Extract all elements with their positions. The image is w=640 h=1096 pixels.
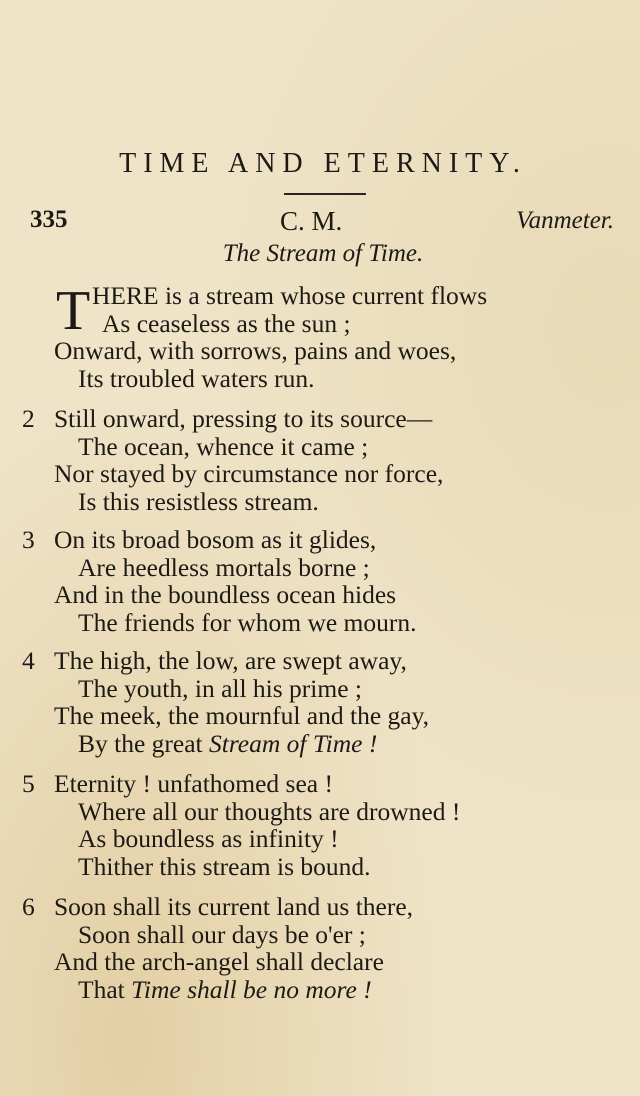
- stanza-line-text: On its broad bosom as it glides,: [54, 525, 377, 554]
- stanza-number: 2: [22, 404, 35, 433]
- stanza-line: And in the boundless ocean hides: [54, 580, 397, 609]
- stanza-line: And the arch-angel shall declare: [54, 947, 384, 976]
- stanza-line: [22, 405, 622, 433]
- stanza-line-text: That: [78, 974, 132, 1004]
- stanza-line: As boundless as infinity !: [78, 824, 339, 853]
- stanza-line-text: The high, the low, are swept away,: [54, 646, 407, 675]
- stanza-line-italic: Time shall be no more !: [131, 974, 372, 1004]
- stanza-6: [22, 893, 622, 1003]
- stanza-line-text: Soon shall its current land us there,: [54, 892, 414, 921]
- stanza-5: [22, 770, 622, 880]
- stanza-line: [22, 976, 622, 1004]
- stanza-number: 5: [22, 769, 35, 798]
- stanza-line: [22, 647, 622, 675]
- stanza-line: [22, 730, 622, 758]
- stanza-line: Where all our thoughts are drowned !: [78, 796, 461, 826]
- title-rule: [284, 193, 366, 195]
- stanza-line-text: Still onward, pressing to its source—: [54, 404, 433, 433]
- hymn-subtitle: The Stream of Time.: [222, 240, 424, 267]
- hymn-meter: C. M.: [280, 206, 343, 236]
- stanza-line: Thither this stream is bound.: [78, 851, 371, 881]
- stanza-line: The meek, the mournful and the gay,: [54, 701, 430, 730]
- stanza-number: 4: [22, 646, 35, 675]
- hymn-header: [30, 204, 614, 240]
- hymn-tune: Vanmeter.: [516, 207, 614, 234]
- stanza-line-italic: Stream of Time !: [209, 728, 378, 758]
- stanza-line: HERE is a stream whose current flows: [92, 281, 488, 310]
- stanza-line: Onward, with sorrows, pains and woes,: [54, 336, 457, 365]
- drop-cap: T: [56, 280, 91, 342]
- hymn-number: 335: [30, 206, 68, 233]
- stanza-line: [22, 893, 622, 921]
- stanza-number: 3: [22, 525, 35, 554]
- stanza-4: [22, 647, 622, 757]
- stanza-line-text: Eternity ! unfathomed sea !: [54, 769, 333, 798]
- stanza-3: [22, 526, 622, 636]
- stanza-line: [22, 526, 622, 554]
- stanza-line: Are heedless mortals borne ;: [78, 552, 370, 582]
- stanza-line: Is this resistless stream.: [78, 486, 319, 516]
- stanza-line: Its troubled waters run.: [78, 363, 315, 393]
- stanza-2: [22, 405, 622, 515]
- stanza-1: [22, 282, 622, 392]
- stanza-line: As ceaseless as the sun ;: [102, 308, 351, 338]
- section-title: TIME AND ETERNITY.: [119, 148, 527, 179]
- stanza-line: Nor stayed by circumstance nor force,: [54, 459, 444, 488]
- stanza-line: Soon shall our days be o'er ;: [78, 919, 366, 949]
- stanza-line: The youth, in all his prime ;: [78, 673, 362, 703]
- stanza-line: The ocean, whence it came ;: [78, 431, 369, 461]
- stanza-line: The friends for whom we mourn.: [78, 607, 417, 637]
- stanza-number: 6: [22, 892, 35, 921]
- stanza-line: [22, 770, 622, 798]
- stanza-line-text: By the great: [78, 728, 209, 758]
